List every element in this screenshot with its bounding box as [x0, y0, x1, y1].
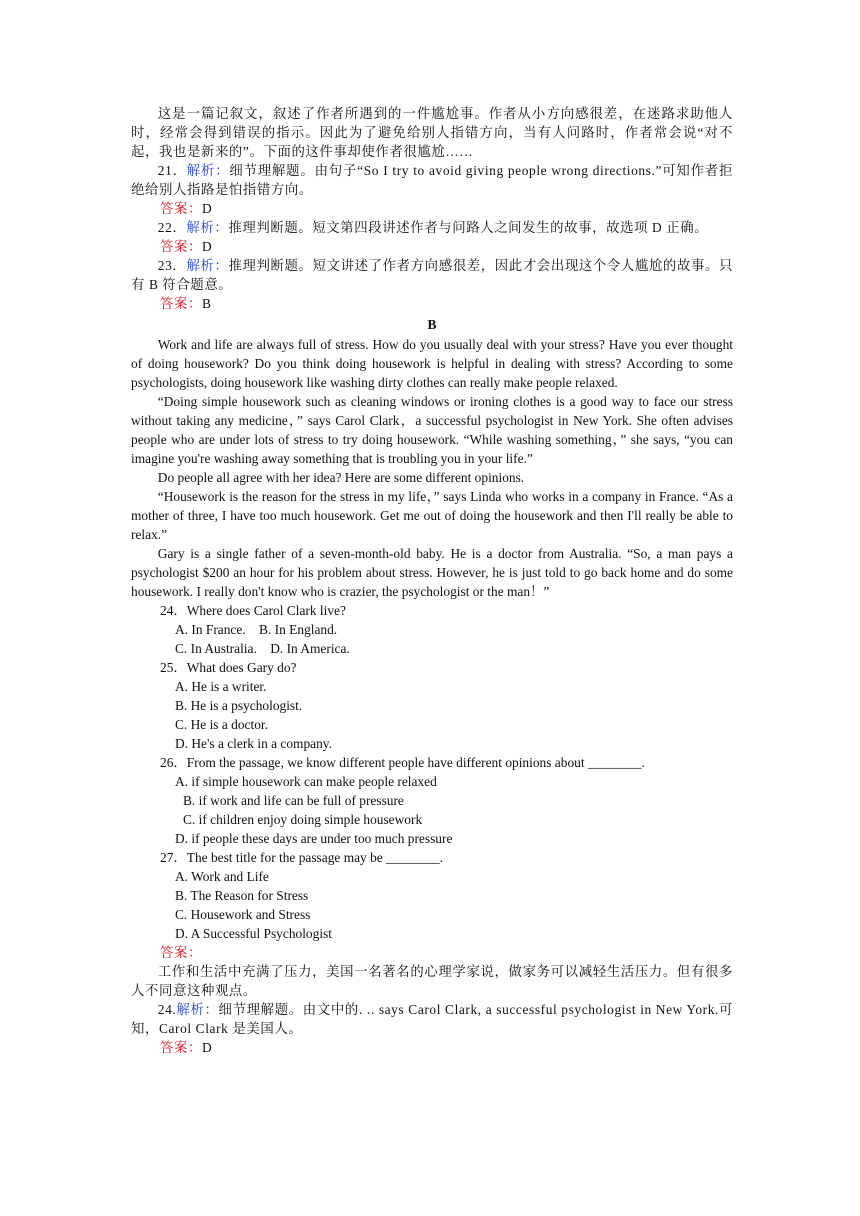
analysis-22: 22．解析：推理判断题。短文第四段讲述作者与问路人之间发生的故事，故选项 D 正确。: [157, 220, 709, 235]
passage-a-summary: 这是一篇记叙文，叙述了作者所遇到的一件尴尬事。作者从小方向感很差，在迷路求助他人时，经常会得到错误的指示。因此为了避免给别人指错方向，当有人问路时，作者常会说“对不起，我也是新来的”。下面的这件事却使作者很尴尬……: [131, 106, 733, 159]
answer-label: 答案：: [160, 1040, 202, 1055]
question-25-stem: 25．What does Gary do?: [160, 660, 297, 675]
passage-b-summary: 工作和生活中充满了压力，美国一名著名的心理学家说，做家务可以减轻生活压力。但有很多人不同意这种观点。: [131, 964, 733, 998]
answer-22: 答案：D: [160, 239, 213, 254]
analysis-label: 解析：: [186, 258, 229, 273]
question-24-stem: 24．Where does Carol Clark live?: [160, 603, 346, 618]
analysis-label: 解析：: [186, 220, 229, 235]
question-26-option-a: A. if simple housework can make people relaxed: [175, 774, 437, 789]
passage-b-paragraph: Work and life are always full of stress. How do you usually deal with your stress? Have you ever thought of doing housework? Do you think doing housework is helpful in dealing with stress? According to some psychologists, doing housework like washing dirty clothes can really make people relaxed.: [131, 337, 733, 390]
question-27-option-c: C. Housework and Stress: [175, 907, 311, 922]
answer-23: 答案：B: [160, 296, 212, 311]
analysis-23: 23．解析：推理判断题。短文讲述了作者方向感很差，因此才会出现这个令人尴尬的故事。只有 B 符合题意。: [131, 258, 733, 292]
passage-b-paragraph: “Housework is the reason for the stress in my life，” says Linda who works in a company in France. “As a mother of three, I have too much housework. Get me out of doing the housework and then I'll really be able to relax.”: [131, 489, 733, 542]
question-24-options: C. In Australia. D. In America.: [175, 641, 350, 656]
question-25-option-c: C. He is a doctor.: [175, 717, 268, 732]
question-27-stem: 27．The best title for the passage may be ________.: [160, 850, 443, 865]
answer-b-heading: [131, 943, 733, 962]
analysis-label: 解析：: [176, 1002, 219, 1017]
analysis-label: 解析：: [186, 163, 230, 178]
question-25-option-d: D. He's a clerk in a company.: [175, 736, 332, 751]
answer-label: 答案：: [160, 945, 202, 960]
question-26-option-b: B. if work and life can be full of pressure: [183, 793, 404, 808]
document-content: [131, 104, 733, 1057]
analysis-21: 21．解析：细节理解题。由句子“So I try to avoid giving people wrong directions.”可知作者拒绝给别人指路是怕指错方向。: [131, 163, 733, 197]
answer-b-24: 答案：D: [160, 1040, 213, 1055]
answer-21: 答案：D: [160, 201, 213, 216]
question-27-option-a: A. Work and Life: [175, 869, 269, 884]
question-24-options: A. In France. B. In England.: [175, 622, 338, 637]
question-25-option-b: B. He is a psychologist.: [175, 698, 303, 713]
passage-b-paragraph: Do people all agree with her idea? Here are some different opinions.: [157, 470, 525, 485]
question-27-option-d: D. A Successful Psychologist: [175, 926, 332, 941]
question-26-option-c: C. if children enjoy doing simple housework: [183, 812, 423, 827]
analysis-b-24: 24.解析：细节理解题。由文中的. .. says Carol Clark, a successful psychologist in New York.可知，Carol Clark 是美国人。: [131, 1002, 733, 1036]
answer-label: 答案：: [160, 296, 202, 311]
passage-b-paragraph: Gary is a single father of a seven-month-old baby. He is a doctor from Australia. “So, a man pays a psychologist $200 an hour for his problem about stress. However, he is just told to go back home and do some housework. I really don't know who is crazier, the psychologist or the man！”: [131, 546, 733, 599]
question-25-option-a: A. He is a writer.: [175, 679, 267, 694]
question-26-option-d: D. if people these days are under too much pressure: [175, 831, 453, 846]
passage-b-paragraph: “Doing simple housework such as cleaning windows or ironing clothes is a good way to face our stress without taking any medicine，” says Carol Clark，a successful psychologist in New York. She often advises people who are under lots of stress to try doing housework. “While washing something，” she says, “you can imagine you're washing away something that is troubling you in your life.”: [131, 394, 733, 466]
question-27-option-b: B. The Reason for Stress: [175, 888, 309, 903]
answer-label: 答案：: [160, 201, 202, 216]
question-26-stem: 26．From the passage, we know different people have different opinions about ________.: [160, 755, 645, 770]
answer-label: 答案：: [160, 239, 202, 254]
section-b-heading: B: [427, 317, 437, 332]
